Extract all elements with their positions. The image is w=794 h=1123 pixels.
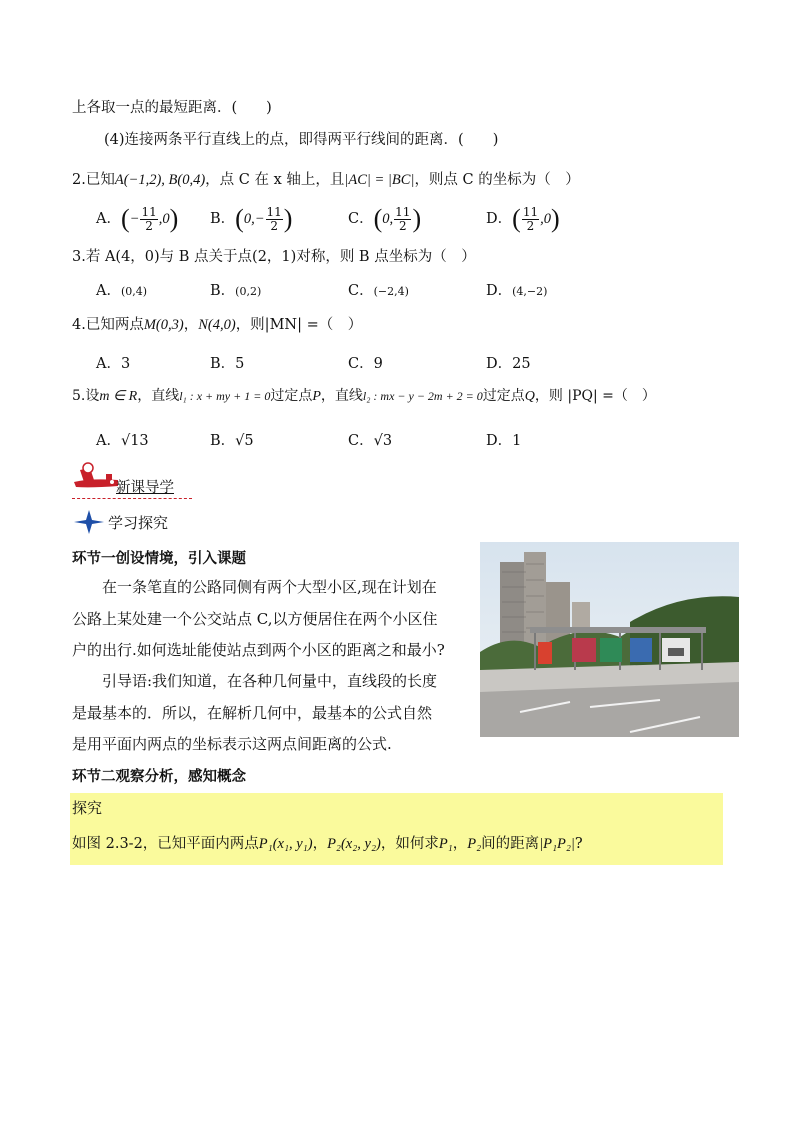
q1-line3: 上各取一点的最短距离．( ) (72, 100, 272, 116)
airplane-logo-icon (72, 460, 122, 494)
q3-option-d[interactable]: D．(4,−2) (486, 283, 548, 299)
q2-option-b[interactable]: B．(0,− $\frac{11}{2}$ ) (210, 204, 293, 233)
q2-stem: 2.已知A(−1,2), B(0,4)，点 C 在 x 轴上，且|AC| = |BC|，则点 C 的坐标为（ ） (72, 172, 580, 188)
q5-option-c[interactable]: C．√3 (348, 433, 393, 449)
q3-stem: 3.若 A(4，0)与 B 点关于点(2，1)对称，则 B 点坐标为（ ） (72, 249, 476, 265)
q3-option-b[interactable]: B．(0,2) (210, 283, 262, 299)
q4-stem: 4.已知两点M(0,3)，N(4,0)，则|MN| =（ ） (72, 317, 363, 333)
q5-option-d[interactable]: D．1 (486, 433, 522, 449)
q2-option-a[interactable]: A．(− $\frac{11}{2}$ ,0) (96, 204, 179, 233)
q5-option-b[interactable]: B．√5 (210, 433, 254, 449)
q3-option-c[interactable]: C．(−2,4) (348, 283, 409, 299)
explore-question: 如图 2.3-2，已知平面内两点P₁(x₁, y₁)，P₂(x₂, y₂)，如何求P₁，P₂间的距离|P₁P₂|? (72, 836, 583, 852)
study-heading: 学习探究 (108, 514, 169, 532)
star-icon (74, 510, 104, 534)
q1-item4: (4)连接两条平行直线上的点，即得两平行线间的距离．( ) (104, 132, 499, 148)
q2-option-c[interactable]: C．(0, $\frac{11}{2}$ ) (348, 204, 422, 233)
heading-underline (72, 496, 192, 499)
q3-option-a[interactable]: A．(0,4) (96, 283, 148, 299)
bus-stop-photo (480, 542, 739, 737)
q4-option-d[interactable]: D．25 (486, 356, 531, 372)
q2-option-d[interactable]: D．( $\frac{11}{2}$ ,0) (486, 204, 560, 233)
stage2-title: 环节二观察分析，感知概念 (72, 768, 246, 785)
q4-option-c[interactable]: C．9 (348, 356, 383, 372)
stage1-title: 环节一创设情境，引入课题 (72, 550, 246, 567)
new-lesson-heading: 新课导学 (116, 480, 174, 496)
q4-option-b[interactable]: B．5 (210, 356, 245, 372)
para2: 引导语:我们知道，在各种几何量中，直线段的长度 是最基本的．所以，在解析几何中，最基本的公式自然 是用平面内两点的坐标表示这两点间距离的公式. (72, 672, 438, 753)
explore-box (70, 793, 723, 865)
q4-option-a[interactable]: A．3 (96, 356, 131, 372)
explore-label: 探究 (72, 799, 103, 817)
q5-option-a[interactable]: A．√13 (96, 433, 149, 449)
para1: 在一条笔直的公路同侧有两个大型小区,现在计划在 公路上某处建一个公交站点 C,以方便居住在两个小区住 户的出行.如何选址能使站点到两个小区的距离之和最小? (72, 578, 445, 659)
q5-stem: 5.设m ∈ R，直线l₁ : x + my + 1 = 0过定点P，直线l₂ : mx − y − 2m + 2 = 0过定点Q，则 |PQ| =（ ） (72, 388, 656, 404)
